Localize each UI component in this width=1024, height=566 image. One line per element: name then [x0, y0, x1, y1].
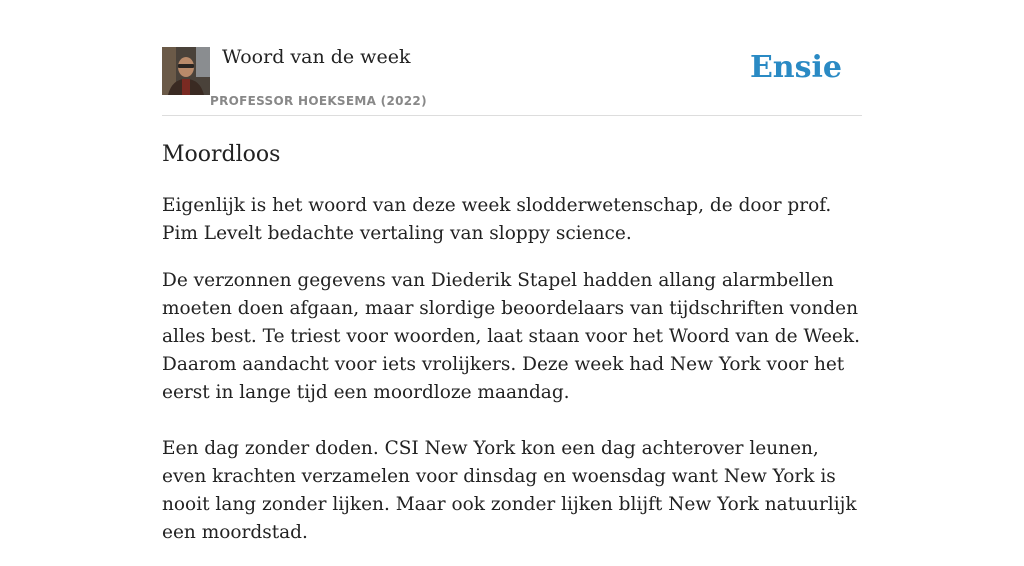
- section-title[interactable]: Woord van de week: [222, 46, 411, 68]
- brand-logo[interactable]: Ensie: [749, 50, 842, 85]
- author-avatar[interactable]: [162, 47, 210, 95]
- author-byline[interactable]: PROFESSOR HOEKSEMA (2022): [210, 94, 427, 108]
- article-title: Moordloos: [162, 142, 281, 167]
- article-paragraph: Eigenlijk is het woord van deze week slodderwetenschap, de door prof. Pim Levelt bedachte vertaling van sloppy science.: [162, 195, 832, 244]
- page-header: [162, 0, 862, 116]
- article-body: [162, 138, 862, 566]
- article-paragraph: De verzonnen gegevens van Diederik Stapel hadden allang alarmbellen moeten doen afgaan, maar slordige beoordelaars van tijdschriften vonden alles best. Te triest voor woorden, laat staan voor het Woord van de Week. Daarom aandacht voor iets vrolijkers. Deze week had New York voor het eerst in lange tijd een moordloze maandag.: [162, 270, 860, 403]
- article-paragraph: Een dag zonder doden. CSI New York kon een dag achterover leunen, even krachten verzamelen voor dinsdag en woensdag want New York is nooit lang zonder lijken. Maar ook zonder lijken blijft New York natuurlijk een moordstad.: [162, 438, 857, 543]
- avatar-photo: [162, 47, 210, 95]
